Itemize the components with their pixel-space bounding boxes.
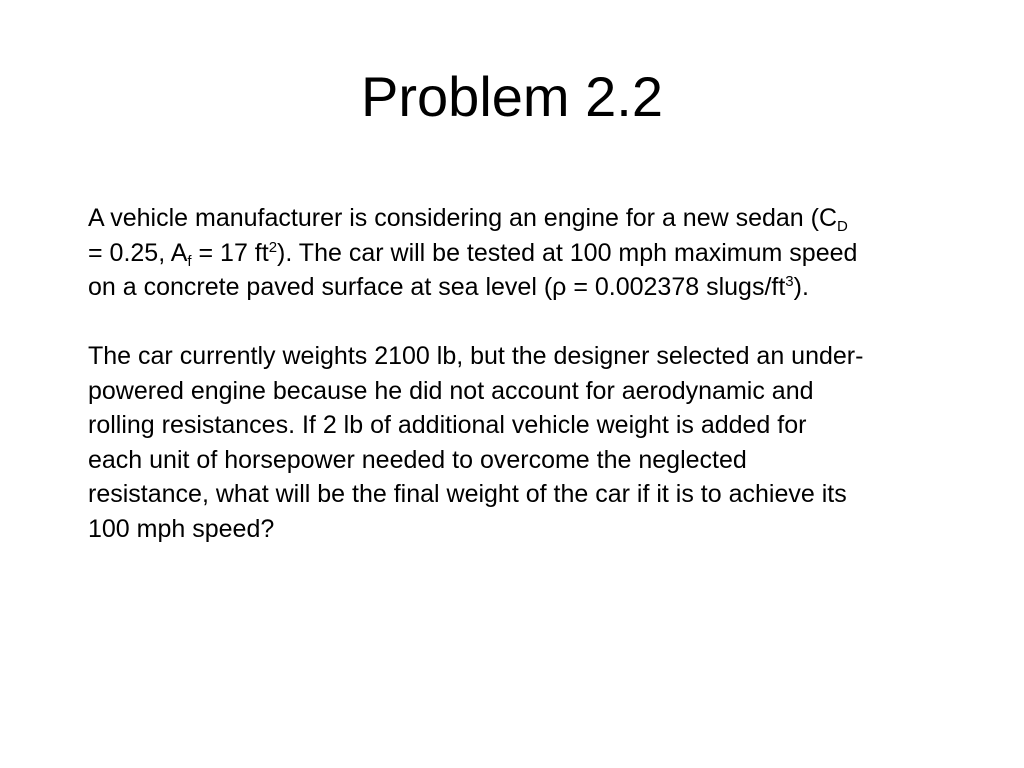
superscript-cubed: 3 <box>785 273 794 290</box>
superscript-squared: 2 <box>268 238 278 256</box>
text-line: powered engine because he did not account for aerodynamic and <box>88 376 814 405</box>
text-run: = 17 ft <box>191 238 269 267</box>
text-run: = 0.25, A <box>88 238 188 267</box>
text-line <box>88 201 978 236</box>
problem-statement-paragraph <box>88 201 978 305</box>
text-run: ). <box>793 273 809 301</box>
subscript-frontal-area: f <box>187 252 192 270</box>
text-run: on a concrete paved surface at sea level (ρ = 0.002378 slugs/ft <box>88 273 786 301</box>
text-line <box>88 270 978 305</box>
text-line: The car currently weights 2100 lb, but the designer selected an under- <box>88 342 864 370</box>
slide-title: Problem 2.2 <box>361 65 663 128</box>
slide-body <box>88 201 978 546</box>
text-line: each unit of horsepower needed to overcome the neglected <box>88 445 747 474</box>
text-run: A vehicle manufacturer is considering an engine for a new sedan (C <box>88 204 838 232</box>
text-line: rolling resistances. If 2 lb of additional vehicle weight is added for <box>88 411 807 439</box>
text-line: resistance, what will be the final weight of the car if it is to achieve its <box>88 480 847 508</box>
subscript-drag-coefficient: D <box>837 218 848 235</box>
text-run: ). The car will be tested at 100 mph maximum speed <box>277 238 858 267</box>
question-paragraph <box>88 339 978 546</box>
text-line <box>88 236 978 271</box>
text-line: 100 mph speed? <box>88 514 275 543</box>
